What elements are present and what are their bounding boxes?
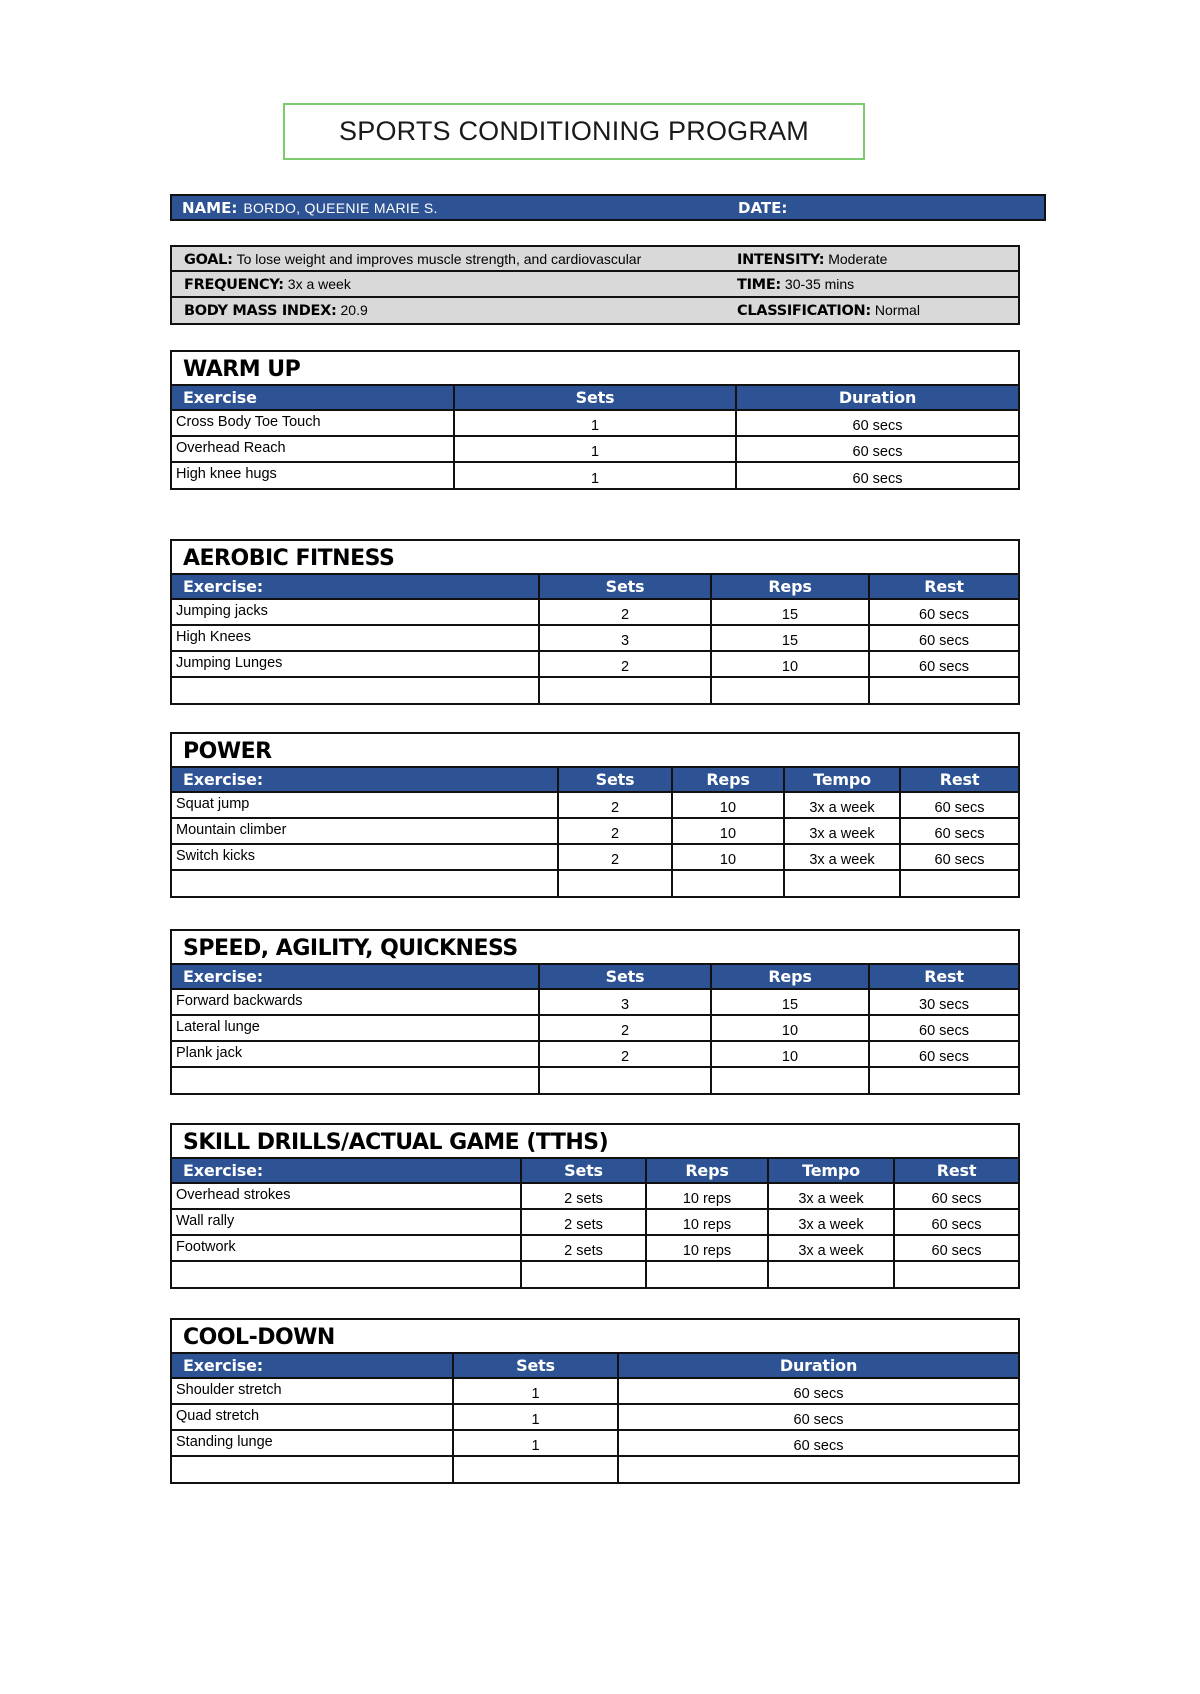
cell-sets: 3 — [539, 989, 711, 1015]
column-header-sets: Sets — [539, 965, 711, 989]
cell-sets: 2 sets — [521, 1209, 646, 1235]
column-header-exercise: Exercise: — [172, 768, 558, 792]
cell-rest — [869, 677, 1018, 703]
cell-duration: 60 secs — [618, 1378, 1018, 1404]
cell-sets: 2 — [558, 844, 672, 870]
cell-rest — [900, 870, 1018, 896]
cell-tempo: 3x a week — [784, 818, 900, 844]
cell-exercise: High Knees — [172, 625, 539, 651]
classification-value: Normal — [874, 301, 920, 318]
table-row — [172, 1041, 1018, 1067]
column-header-reps: Reps — [711, 965, 869, 989]
table-row — [172, 410, 1018, 436]
cell-reps — [672, 870, 784, 896]
table-row — [172, 1456, 1018, 1482]
cell-sets: 2 — [539, 1015, 711, 1041]
cell-exercise: Mountain climber — [172, 818, 558, 844]
table-row — [172, 870, 1018, 896]
cell-sets — [558, 870, 672, 896]
cell-reps — [711, 677, 869, 703]
cell-reps — [646, 1261, 768, 1287]
table-row — [172, 818, 1018, 844]
goal-value: To lose weight and improves muscle strength, and cardiovascular — [236, 251, 642, 267]
column-header-exercise: Exercise: — [172, 575, 539, 599]
name-value: BORDO, QUEENIE MARIE S. — [243, 199, 438, 216]
cell-reps: 15 — [711, 599, 869, 625]
cell-exercise: Wall rally — [172, 1209, 521, 1235]
info-row-bmi — [172, 298, 1018, 323]
table-row — [172, 1378, 1018, 1404]
cell-duration: 60 secs — [736, 410, 1018, 436]
column-header-reps: Reps — [711, 575, 869, 599]
column-header-rest: Rest — [869, 575, 1018, 599]
cell-rest — [869, 1067, 1018, 1093]
cell-sets: 2 — [558, 792, 672, 818]
cell-rest: 60 secs — [894, 1209, 1018, 1235]
exercise-table — [172, 1159, 1018, 1287]
cell-exercise: Footwork — [172, 1235, 521, 1261]
name-field — [182, 199, 438, 217]
cell-tempo: 3x a week — [768, 1235, 894, 1261]
name-label: NAME: — [182, 198, 238, 217]
cell-reps: 10 reps — [646, 1235, 768, 1261]
table-header-row — [172, 965, 1018, 989]
cell-sets: 1 — [454, 410, 736, 436]
cell-exercise — [172, 870, 558, 896]
table-row — [172, 599, 1018, 625]
bmi-label: BODY MASS INDEX: — [184, 302, 337, 319]
page-title: SPORTS CONDITIONING PROGRAM — [283, 103, 865, 160]
program-info — [170, 245, 1020, 325]
cell-sets: 1 — [454, 462, 736, 488]
section-title: POWER — [172, 734, 1018, 768]
cell-exercise: Jumping jacks — [172, 599, 539, 625]
cell-reps: 10 — [711, 651, 869, 677]
column-header-reps: Reps — [672, 768, 784, 792]
info-row-goal — [172, 247, 1018, 272]
section-aerobic-fitness — [170, 539, 1020, 705]
exercise-table — [172, 575, 1018, 703]
intensity-label: INTENSITY: — [737, 252, 825, 268]
cell-exercise — [172, 1456, 453, 1482]
cell-rest: 60 secs — [869, 625, 1018, 651]
cell-reps: 10 reps — [646, 1209, 768, 1235]
time-value: 30-35 mins — [784, 276, 855, 293]
table-row — [172, 1183, 1018, 1209]
cell-reps: 10 — [672, 792, 784, 818]
info-row-frequency — [172, 272, 1018, 297]
table-row — [172, 844, 1018, 870]
cell-exercise — [172, 1067, 539, 1093]
cell-sets: 1 — [453, 1430, 618, 1456]
cell-duration: 60 secs — [618, 1404, 1018, 1430]
cell-tempo: 3x a week — [784, 792, 900, 818]
cell-exercise: Standing lunge — [172, 1430, 453, 1456]
section-title: SPEED, AGILITY, QUICKNESS — [172, 931, 1018, 965]
cell-reps: 10 — [711, 1041, 869, 1067]
cell-reps: 10 — [672, 844, 784, 870]
column-header-sets: Sets — [558, 768, 672, 792]
column-header-sets: Sets — [539, 575, 711, 599]
goal-label: GOAL: — [184, 252, 233, 268]
cell-exercise: Overhead Reach — [172, 436, 454, 462]
cell-tempo: 3x a week — [768, 1209, 894, 1235]
section-title: WARM UP — [172, 352, 1018, 386]
cell-sets — [539, 677, 711, 703]
cell-rest: 60 secs — [900, 792, 1018, 818]
column-header-exercise: Exercise: — [172, 965, 539, 989]
cell-rest: 60 secs — [869, 1015, 1018, 1041]
cell-reps — [711, 1067, 869, 1093]
name-date-bar — [170, 194, 1046, 221]
exercise-table — [172, 1354, 1018, 1482]
cell-tempo: 3x a week — [784, 844, 900, 870]
section-skill-drills — [170, 1123, 1020, 1289]
cell-reps: 10 reps — [646, 1183, 768, 1209]
cell-tempo — [784, 870, 900, 896]
table-row — [172, 1261, 1018, 1287]
column-header-rest: Rest — [894, 1159, 1018, 1183]
table-header-row — [172, 575, 1018, 599]
column-header-exercise: Exercise — [172, 386, 454, 410]
cell-duration: 60 secs — [618, 1430, 1018, 1456]
cell-duration — [618, 1456, 1018, 1482]
table-row — [172, 677, 1018, 703]
cell-exercise: Forward backwards — [172, 989, 539, 1015]
cell-sets: 3 — [539, 625, 711, 651]
cell-exercise: Cross Body Toe Touch — [172, 410, 454, 436]
cell-rest: 60 secs — [900, 818, 1018, 844]
section-title: SKILL DRILLS/ACTUAL GAME (TTHS) — [172, 1125, 1018, 1159]
cell-sets: 1 — [453, 1404, 618, 1430]
cell-sets — [539, 1067, 711, 1093]
cell-exercise: Jumping Lunges — [172, 651, 539, 677]
section-speed-agility-quickness — [170, 929, 1020, 1095]
cell-rest: 60 secs — [869, 1041, 1018, 1067]
cell-rest — [894, 1261, 1018, 1287]
column-header-exercise: Exercise: — [172, 1354, 453, 1378]
cell-exercise: Squat jump — [172, 792, 558, 818]
column-header-exercise: Exercise: — [172, 1159, 521, 1183]
cell-duration: 60 secs — [852, 471, 903, 487]
frequency-label: FREQUENCY: — [184, 277, 284, 294]
cell-sets: 2 — [539, 651, 711, 677]
cell-sets: 1 — [453, 1378, 618, 1404]
table-row — [172, 1209, 1018, 1235]
cell-sets — [453, 1456, 618, 1482]
cell-sets — [521, 1261, 646, 1287]
cell-exercise: Quad stretch — [172, 1404, 453, 1430]
cell-rest: 60 secs — [900, 844, 1018, 870]
table-header-row — [172, 1354, 1018, 1378]
time-label: TIME: — [737, 277, 781, 294]
table-row — [172, 989, 1018, 1015]
column-header-tempo: Tempo — [768, 1159, 894, 1183]
intensity-value: Moderate — [828, 251, 888, 267]
exercise-table — [172, 768, 1018, 896]
table-row — [172, 462, 1018, 488]
column-header-rest: Rest — [900, 768, 1018, 792]
cell-sets: 2 — [539, 599, 711, 625]
cell-rest: 60 secs — [894, 1183, 1018, 1209]
table-row — [172, 436, 1018, 462]
cell-exercise — [172, 677, 539, 703]
date-label: DATE: — [738, 198, 788, 217]
section-cool-down — [170, 1318, 1020, 1484]
section-power — [170, 732, 1020, 898]
column-header-reps: Reps — [646, 1159, 768, 1183]
cell-exercise: Overhead strokes — [172, 1183, 521, 1209]
cell-sets: 2 sets — [521, 1183, 646, 1209]
cell-tempo: 3x a week — [768, 1183, 894, 1209]
column-header-duration: Duration — [736, 386, 1018, 410]
cell-exercise: Shoulder stretch — [172, 1378, 453, 1404]
table-header-row — [172, 386, 1018, 410]
cell-sets: 2 — [558, 818, 672, 844]
cell-exercise: Plank jack — [172, 1041, 539, 1067]
table-row — [172, 651, 1018, 677]
table-header-row — [172, 768, 1018, 792]
column-header-tempo: Tempo — [784, 768, 900, 792]
cell-sets: 1 — [454, 436, 736, 462]
table-row — [172, 1015, 1018, 1041]
table-row — [172, 1067, 1018, 1093]
column-header-duration: Duration — [618, 1354, 1018, 1378]
table-header-row — [172, 1159, 1018, 1183]
cell-tempo — [768, 1261, 894, 1287]
cell-exercise: Lateral lunge — [172, 1015, 539, 1041]
frequency-value: 3x a week — [287, 276, 351, 293]
cell-exercise: Switch kicks — [172, 844, 558, 870]
column-header-sets: Sets — [454, 386, 736, 410]
cell-rest: 30 secs — [869, 989, 1018, 1015]
table-row — [172, 792, 1018, 818]
cell-reps: 10 — [672, 818, 784, 844]
cell-sets: 2 sets — [521, 1235, 646, 1261]
cell-rest: 60 secs — [869, 651, 1018, 677]
cell-exercise: High knee hugs — [172, 462, 454, 488]
cell-exercise — [172, 1261, 521, 1287]
table-row — [172, 1235, 1018, 1261]
cell-rest: 60 secs — [894, 1235, 1018, 1261]
exercise-table — [172, 386, 1018, 488]
column-header-sets: Sets — [453, 1354, 618, 1378]
bmi-value: 20.9 — [340, 301, 368, 318]
classification-label: CLASSIFICATION: — [737, 302, 871, 319]
cell-duration: 60 secs — [736, 436, 1018, 462]
section-warm-up — [170, 350, 1020, 490]
column-header-sets: Sets — [521, 1159, 646, 1183]
cell-reps: 15 — [711, 989, 869, 1015]
cell-rest: 60 secs — [869, 599, 1018, 625]
table-row — [172, 625, 1018, 651]
cell-reps: 10 — [711, 1015, 869, 1041]
section-title: AEROBIC FITNESS — [172, 541, 1018, 575]
table-row — [172, 1404, 1018, 1430]
cell-reps: 15 — [711, 625, 869, 651]
table-row — [172, 1430, 1018, 1456]
cell-sets: 2 — [539, 1041, 711, 1067]
exercise-table — [172, 965, 1018, 1093]
column-header-rest: Rest — [869, 965, 1018, 989]
section-title: COOL-DOWN — [172, 1320, 1018, 1354]
